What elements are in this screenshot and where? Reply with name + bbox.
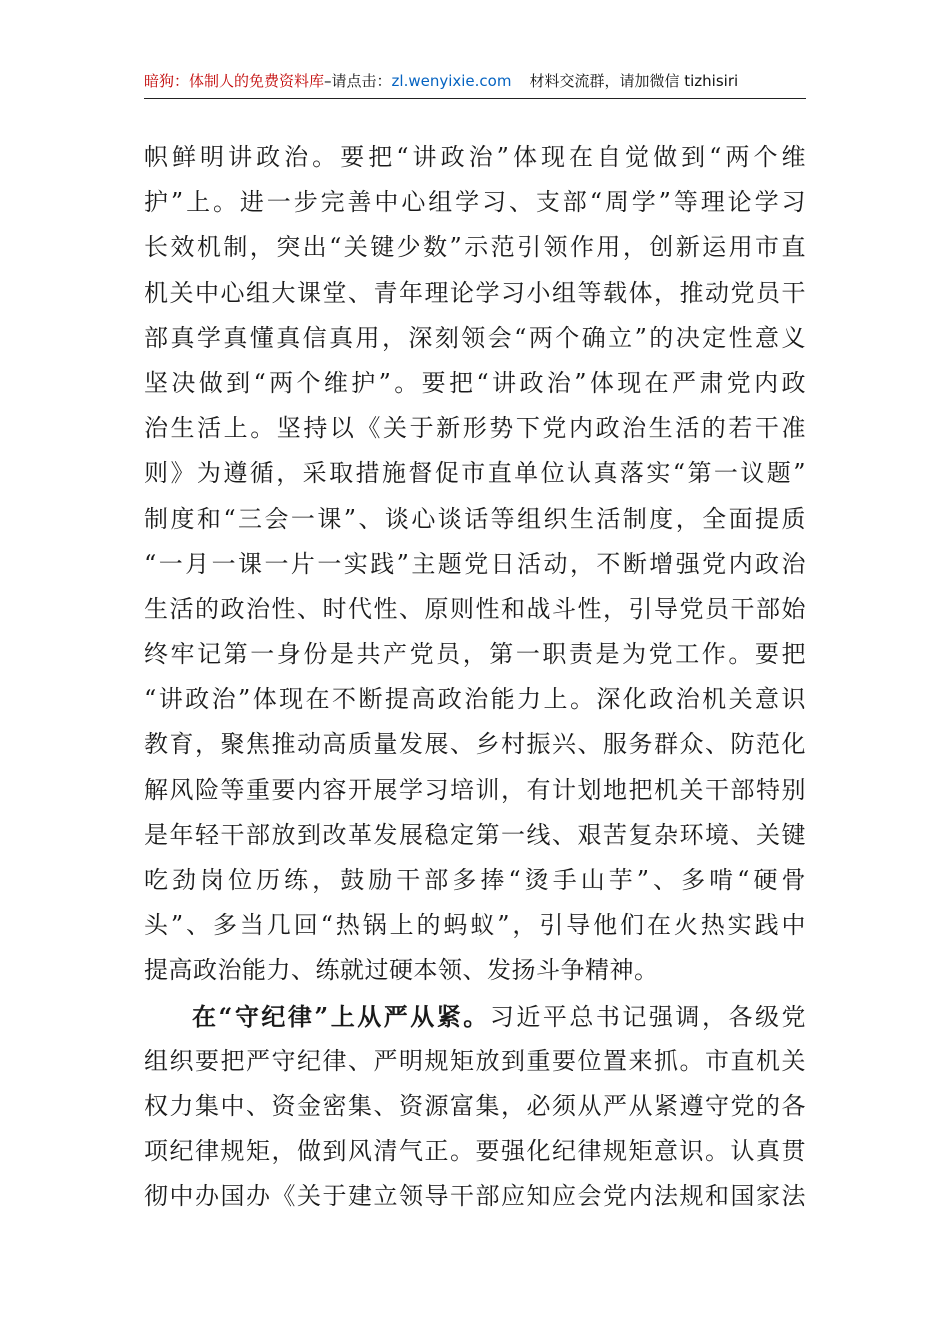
- text-line: 头”、多当几回“热锅上的蚂蚁”，引导他们在火热实践中: [144, 911, 806, 940]
- text-line: 是年轻干部放到改革发展稳定第一线、艰苦复杂环境、关键: [144, 820, 806, 849]
- text-line: 项纪律规矩，做到风清气正。要强化纪律规矩意识。认真贯: [144, 1137, 806, 1166]
- header-brand: 暗狗：体制人的免费资料库: [144, 72, 325, 90]
- text-line: 组织要把严守纪律、严明规矩放到重要位置来抓。市直机关: [144, 1046, 806, 1075]
- paragraph-2: [144, 994, 806, 1220]
- text-line: 终牢记第一身份是共产党员，第一职责是为党工作。要把: [144, 640, 806, 669]
- text-line: 生活的政治性、时代性、原则性和战斗性，引导党员干部始: [144, 594, 806, 623]
- text-line: 教育，聚焦推动高质量发展、乡村振兴、服务群众、防范化: [144, 730, 806, 759]
- section-lead: 在“守纪律”上从严从紧。: [192, 1001, 490, 1031]
- text-line: 吃劲岗位历练，鼓励干部多捧“烫手山芋”、多啃“硬骨: [144, 866, 806, 894]
- text-line: 则》为遵循，采取措施督促市直单位认真落实“第一议题”: [144, 459, 806, 488]
- page-header: [144, 64, 806, 99]
- paragraph-1: [144, 135, 806, 994]
- text-line: “一月一课一片一实践”主题党日活动，不断增强党内政治: [144, 549, 806, 578]
- text-line: 帜鲜明讲政治。要把“讲政治”体现在自觉做到“两个维: [144, 143, 806, 171]
- header-prompt: –请点击：: [324, 72, 392, 90]
- text-line: 长效机制，突出“关键少数”示范引领作用，创新运用市直: [144, 233, 806, 262]
- text-line: 彻中办国办《关于建立领导干部应知应会党内法规和国家法: [144, 1182, 806, 1211]
- text-line: 部真学真懂真信真用，深刻领会“两个确立”的决定性意义: [144, 323, 806, 352]
- text-line: 解风险等重要内容开展学习培训，有计划地把机关干部特别: [144, 775, 806, 804]
- text-line: 提高政治能力、练就过硬本领、发扬斗争精神。: [144, 956, 659, 985]
- header-link[interactable]: zl.wenyixie.com: [391, 72, 512, 90]
- text-line: 治生活上。坚持以《关于新形势下党内政治生活的若干准: [144, 414, 806, 443]
- text-line: [144, 994, 806, 1039]
- section-lead-rest: 习近平总书记强调，各级党: [489, 1002, 806, 1031]
- text-line: “讲政治”体现在不断提高政治能力上。深化政治机关意识: [144, 685, 806, 714]
- text-line: 制度和“三会一课”、谈心谈话等组织生活制度，全面提质: [144, 504, 806, 533]
- text-line: 机关中心组大课堂、青年理论学习小组等载体，推动党员干: [144, 278, 806, 307]
- text-line: 护”上。进一步完善中心组学习、支部“周学”等理论学习: [144, 188, 806, 217]
- document-body: [144, 135, 806, 1220]
- text-line: 坚决做到“两个维护”。要把“讲政治”体现在严肃党内政: [144, 368, 806, 397]
- header-group-note: 材料交流群，请加微信 tizhisiri: [529, 72, 739, 90]
- text-line: 权力集中、资金密集、资源富集，必须从严从紧遵守党的各: [144, 1091, 806, 1120]
